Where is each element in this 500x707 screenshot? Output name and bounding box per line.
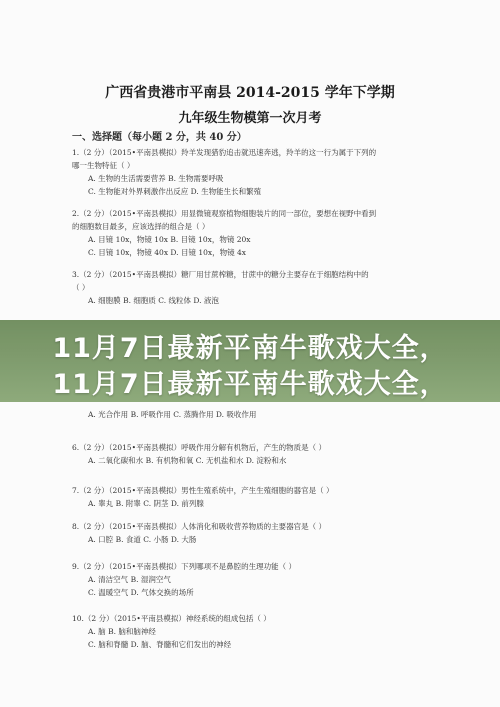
question-options: A. 细胞膜 B. 细胞质 C. 线粒体 D. 液泡 bbox=[88, 296, 219, 305]
question-options: C. 脑和脊髓 D. 脑、脊髓和它们发出的神经 bbox=[88, 640, 232, 649]
question-options: A. 二氧化碳和水 B. 有机物和氧 C. 无机盐和水 D. 淀粉和水 bbox=[88, 456, 287, 465]
question-text: 7.（2 分）（2015•平南县模拟）男性生殖系统中，产生生殖细胞的器官是（ ） bbox=[72, 486, 334, 495]
question-5-options bbox=[72, 408, 432, 421]
banner-headline-repeat: 11月7日最新平南牛歌戏大全， bbox=[52, 369, 448, 400]
question-2 bbox=[72, 207, 432, 259]
question-options: A. 目镜 10x，物镜 10x B. 目镜 10x，物镜 20x bbox=[88, 235, 251, 244]
question-8 bbox=[72, 520, 432, 546]
question-text: 9.（2 分）（2015•平南县模拟）下列哪项不是鼻腔的生理功能（ ） bbox=[72, 562, 296, 571]
question-1 bbox=[72, 146, 432, 198]
question-options: A. 生物的生活需要营养 B. 生物需要呼吸 bbox=[88, 174, 224, 183]
banner-headline: 11月7日最新平南牛歌戏大全， bbox=[52, 333, 448, 364]
question-options: A. 口腔 B. 食道 C. 小肠 D. 大肠 bbox=[88, 535, 197, 544]
question-text: （ ） bbox=[72, 283, 90, 292]
section-heading: 一、选择题（每小题 2 分，共 40 分） bbox=[72, 132, 247, 143]
question-options: C. 温暖空气 D. 气体交换的场所 bbox=[88, 588, 194, 597]
question-6 bbox=[72, 441, 432, 467]
question-text: 2.（2 分）（2015•平南县模拟）用显微镜观察植物细胞装片的同一部位，要想在视野中看到 bbox=[72, 209, 377, 218]
question-3 bbox=[72, 268, 432, 307]
question-text: 10.（2 分）（2015•平南县模拟）神经系统的组成包括（ ） bbox=[72, 614, 271, 623]
question-text: 3.（2 分）（2015•平南县模拟）糖厂用甘蔗榨糖，甘蔗中的糖分主要存在于细胞结构中的 bbox=[72, 270, 369, 279]
question-options: C. 目镜 10x，物镜 40x D. 目镜 10x，物镜 4x bbox=[88, 248, 246, 257]
question-options: A. 脑 B. 脑和脑神经 bbox=[88, 627, 156, 636]
document-title: 广西省贵港市平南县 2014-2015 学年下学期 bbox=[105, 85, 395, 101]
question-text: 8.（2 分）（2015•平南县模拟）人体消化和吸收营养物质的主要器官是（ ） bbox=[72, 522, 326, 531]
question-7 bbox=[72, 484, 432, 510]
question-10 bbox=[72, 612, 432, 651]
question-options: C. 生物能对外界刺激作出反应 D. 生物能生长和繁殖 bbox=[88, 187, 262, 196]
question-9 bbox=[72, 560, 432, 599]
document-subtitle: 九年级生物模第一次月考 bbox=[178, 111, 322, 126]
question-text: 哪一生物特征（ ） bbox=[72, 161, 135, 170]
question-text: 6.（2 分）（2015•平南县模拟）呼吸作用分解有机物后，产生的物质是（ ） bbox=[72, 443, 326, 452]
question-options: A. 光合作用 B. 呼吸作用 C. 蒸腾作用 D. 吸收作用 bbox=[88, 410, 257, 419]
title-banner bbox=[0, 320, 500, 402]
question-text: 1.（2 分）（2015•平南县模拟）羚羊发现猎豹追击就迅速奔逃，羚羊的这一行为属于下列的 bbox=[72, 148, 377, 157]
question-text: 的细胞数目最多，应该选择的组合是（ ） bbox=[72, 222, 210, 231]
question-options: A. 睾丸 B. 附睾 C. 阴茎 D. 前列腺 bbox=[88, 499, 204, 508]
question-options: A. 清洁空气 B. 湿润空气 bbox=[88, 575, 171, 584]
